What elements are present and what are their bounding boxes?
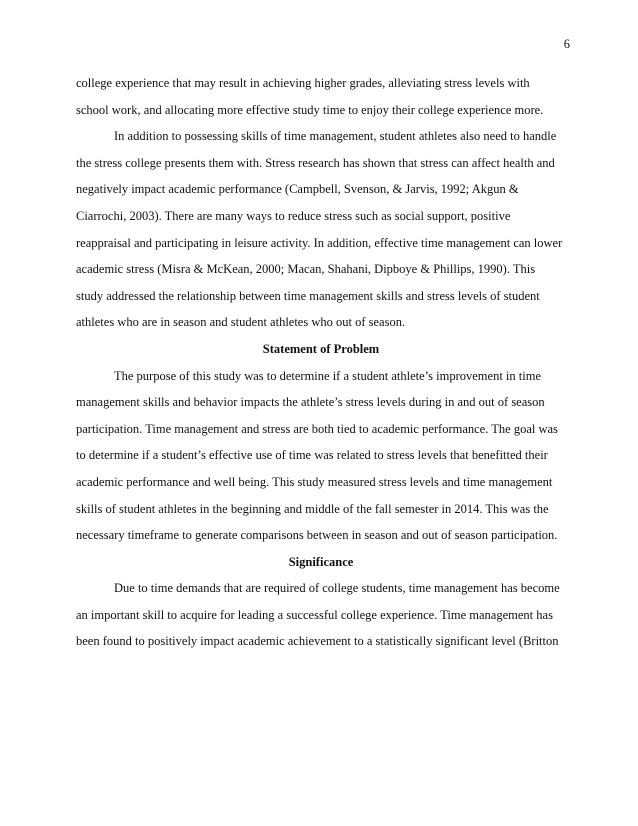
section-heading: Significance	[288, 554, 354, 569]
page-number: 6	[563, 37, 570, 51]
text-line: college experience that may result in achieving higher grades, alleviating stress levels with	[76, 76, 530, 90]
text-line: academic stress (Misra & McKean, 2000; Macan, Shahani, Dipboye & Phillips, 1990). This	[76, 262, 536, 277]
text-line: participation. Time management and stress are both tied to academic performance. The goal was	[76, 421, 558, 436]
text-line: necessary timeframe to generate comparisons between in season and out of season participation.	[76, 528, 558, 543]
text-line: school work, and allocating more effective study time to enjoy their college experience more.	[76, 102, 544, 117]
text-line: reappraisal and participating in leisure activity. In addition, effective time management can lower	[76, 235, 563, 250]
text-line: the stress college presents them with. Stress research has shown that stress can affect health and	[76, 155, 555, 170]
text-line: an important skill to acquire for leading a successful college experience. Time management has	[76, 607, 553, 622]
text-line: management skills and behavior impacts the athlete’s stress levels during in and out of season	[76, 395, 545, 410]
text-line: academic performance and well being. This study measured stress levels and time management	[76, 474, 553, 489]
text-line: Due to time demands that are required of college students, time management has become	[114, 581, 560, 596]
text-line: In addition to possessing skills of time management, student athletes also need to handle	[114, 129, 557, 144]
text-line: The purpose of this study was to determine if a student athlete’s improvement in time	[114, 368, 541, 383]
text-line: negatively impact academic performance (Campbell, Svenson, & Jarvis, 1992; Akgun &	[76, 182, 519, 197]
text-line: been found to positively impact academic achievement to a statistically significant level (Britton	[76, 634, 559, 649]
text-line: study addressed the relationship between time management skills and stress levels of student	[76, 288, 540, 303]
text-line: athletes who are in season and student athletes who out of season.	[76, 315, 406, 330]
body-text	[76, 70, 566, 655]
text-line: to determine if a student’s effective use of time was related to stress levels that benefitted their	[76, 448, 548, 463]
text-line: skills of student athletes in the beginning and middle of the fall semester in 2014. This was the	[76, 501, 549, 516]
text-line: Ciarrochi, 2003). There are many ways to reduce stress such as social support, positive	[76, 208, 511, 223]
section-heading: Statement of Problem	[262, 341, 380, 356]
